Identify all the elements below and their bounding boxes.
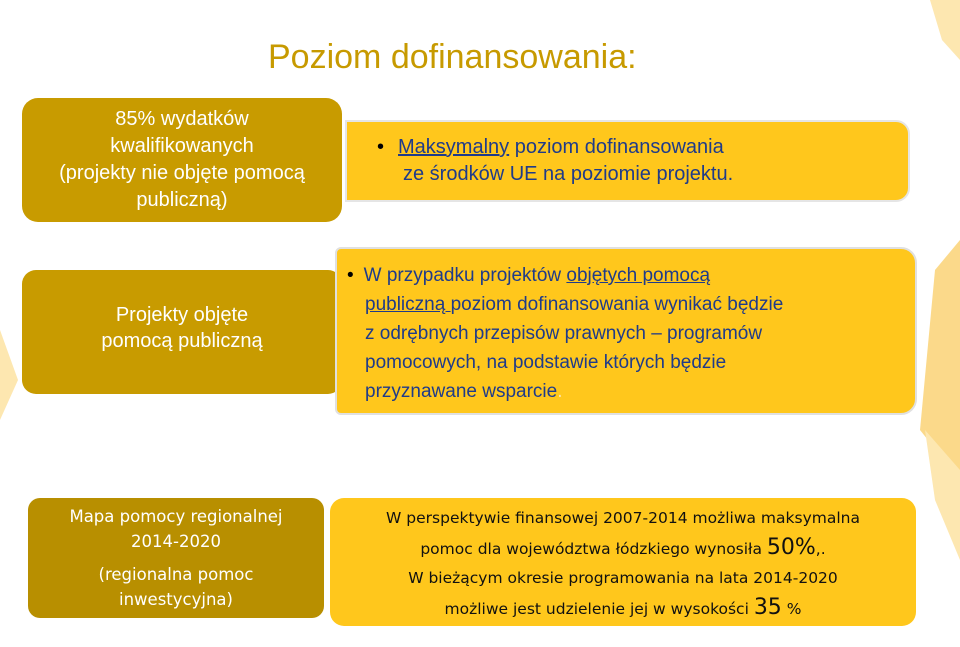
block2-left-box <box>22 270 342 394</box>
block2-left-line2: pomocą publiczną <box>101 330 263 352</box>
bullet: • <box>377 136 385 158</box>
block2-line3: z odrębnych przepisów prawnych – programów <box>365 323 763 344</box>
block3-r4c: % <box>781 600 802 618</box>
block2-p3: publiczną <box>365 294 451 315</box>
deco-stripe-right <box>920 240 960 480</box>
block1-text-line2: ze środków UE na poziomie projektu. <box>403 163 734 185</box>
block3-right-box <box>330 498 916 626</box>
block2-p2: objętych pomocą <box>566 265 711 286</box>
block2-right-box <box>335 247 917 415</box>
bullet: • <box>347 265 354 286</box>
block2-line1 <box>347 261 915 290</box>
block1-left-line2: kwalifikowanych <box>110 135 254 157</box>
block3-r4a: możliwe jest udzielenie jej w wysokości <box>444 600 754 618</box>
block3-r2a: pomoc dla województwa łódzkiego wynosiła <box>420 540 767 558</box>
deco-stripe-top <box>930 0 960 60</box>
block3-left-line3: (regionalna pomoc <box>98 565 254 584</box>
block3-r2b: 50% <box>766 535 816 560</box>
block1-left-line4: publiczną) <box>136 189 228 211</box>
block2-left-line1: Projekty objęte <box>115 304 249 326</box>
block2-p1: W przypadku projektów <box>363 265 567 286</box>
block1-left-line1: 85% wydatków <box>115 108 249 130</box>
block1-right-box <box>345 120 910 202</box>
block3-line2 <box>330 533 916 564</box>
block3-r2c: ,. <box>815 540 826 558</box>
block3-line4 <box>330 593 916 624</box>
block1-text-rest: poziom dofinansowania <box>509 136 724 158</box>
block3-left-box <box>28 498 324 618</box>
page-title: Poziom dofinansowania: <box>268 38 637 76</box>
block2-p8: . <box>557 381 563 402</box>
block1-keyword: Maksymalny <box>398 136 510 158</box>
block2-line5 <box>347 377 915 406</box>
block3-line3: W bieżącym okresie programowania na lata 2014-2020 <box>408 569 838 587</box>
block3-line1: W perspektywie finansowej 2007-2014 możliwa maksymalna <box>386 509 860 527</box>
deco-stripe-left <box>0 330 18 420</box>
block1-left-box <box>22 98 342 222</box>
block2-line2 <box>347 290 915 319</box>
block2-p4: poziom dofinansowania wynikać będzie <box>450 294 784 315</box>
block3-left-line2: 2014-2020 <box>131 532 221 551</box>
block2-line4: pomocowych, na podstawie których będzie <box>365 352 727 373</box>
block3-r4b: 35 <box>753 595 782 620</box>
block1-left-line3: (projekty nie objęte pomocą <box>59 162 305 184</box>
block3-left-line4: inwestycyjna) <box>119 590 233 609</box>
block2-p7: przyznawane wsparcie <box>365 381 558 402</box>
block1-text-line1 <box>377 134 908 161</box>
block3-left-line1: Mapa pomocy regionalnej <box>69 507 283 526</box>
